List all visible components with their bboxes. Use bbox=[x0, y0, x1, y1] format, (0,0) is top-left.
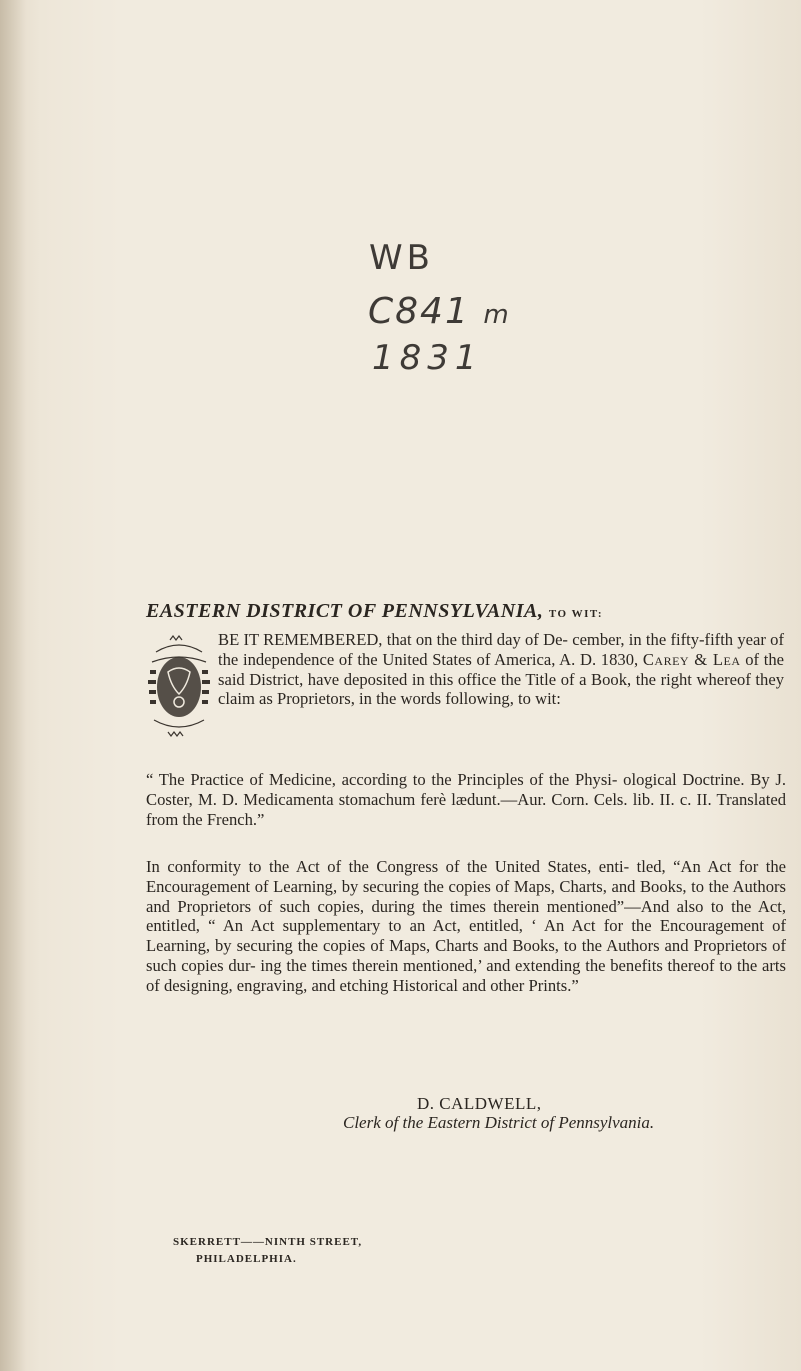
district-heading-text: EASTERN DISTRICT OF PENNSYLVANIA, bbox=[146, 600, 544, 622]
district-heading bbox=[146, 600, 786, 623]
intro-paragraph bbox=[218, 630, 784, 709]
seal-icon bbox=[146, 632, 212, 744]
call-number-line-3: 1831 bbox=[372, 338, 483, 378]
printer-line-1: SKERRETT——NINTH STREET, bbox=[173, 1236, 363, 1248]
call-number-line-1: WB bbox=[369, 238, 434, 278]
intro-text-before: BE IT REMEMBERED, that on the third day of De- cember, in the fifty-fifth year of the independence of the United States of America, A. D. 1830, bbox=[218, 630, 784, 669]
clerk-title: Clerk of the Eastern District of Pennsylvania. bbox=[343, 1113, 655, 1132]
call-number-line-2 bbox=[368, 291, 511, 332]
conformity-paragraph: In conformity to the Act of the Congress of the United States, enti- tled, “An Act for the Encouragement of Learning, by securing the copies of Maps, Charts, and Books, to the Authors and Proprietors of such copies, during the times therein mentioned”—And also to the Act, entitled, “ An Act supplementary to an Act, entitled, ‘ An Act for the Encouragement of Learning, by securing the copies of Maps, Charts and Books, to the Authors and Proprietors of such copies dur- ing the times therein mentioned,’ and extending the benefits thereof to the arts of designing, engraving, and etching Historical and other Prints.” bbox=[146, 857, 786, 995]
to-wit-label: TO WIT: bbox=[548, 608, 604, 620]
printer-imprint bbox=[173, 1234, 362, 1268]
intro-text-after: of the said District, have deposited in this office the Title of a Book, the right whereof they claim as Proprietors, in the words following, to wit: bbox=[218, 649, 784, 709]
call-number-line-2-suffix: m bbox=[483, 300, 511, 330]
clerk-name: D. CALDWELL, bbox=[417, 1094, 542, 1113]
book-title-quote: “ The Practice of Medicine, according to the Principles of the Physi- ological Doctrine. By J. Coster, M. D. Medicamenta stomachum ferè lædunt.—Aur. Corn. Cels. lib. II. c. II. Translated from the French.” bbox=[146, 770, 786, 829]
page-edge-shadow bbox=[0, 0, 26, 1371]
publisher-name: Carey & Lea bbox=[642, 649, 741, 669]
printer-line-2: PHILADELPHIA. bbox=[196, 1253, 297, 1265]
call-number-line-2-main: C841 bbox=[368, 291, 470, 332]
